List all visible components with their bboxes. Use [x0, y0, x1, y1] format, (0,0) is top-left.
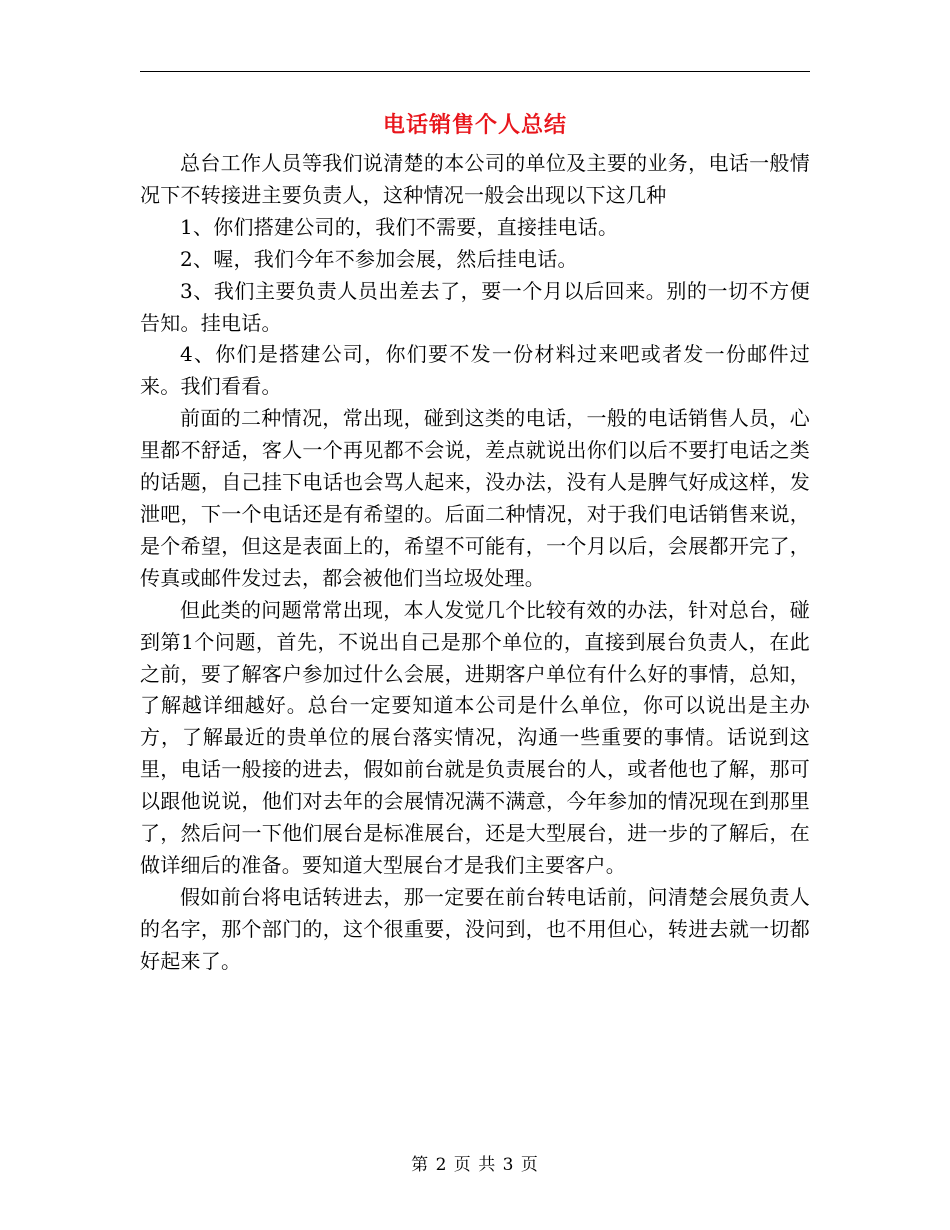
page-number-footer: 第 2 页 共 3 页 — [411, 1155, 539, 1175]
paragraph-6: 前面的二种情况，常出现，碰到这类的电话，一般的电话销售人员，心里都不舒适，客人一个再见都不会说，差点就说出你们以后不要打电话之类的话题，自己挂下电话也会骂人起来，没办法，没有人是脾气好成这样，发泄吧，下一个电话还是有希望的。后面二种情况，对于我们电话销售来说，是个希望，但这是表面上的，希望不可能有，一个月以后，会展都开完了，传真或邮件发过去，都会被他们当垃圾处理。 — [140, 406, 810, 590]
paragraph-4: 3、我们主要负责人员出差去了，要一个月以后回来。别的一切不方便告知。挂电话。 — [140, 278, 810, 335]
paragraph-7: 但此类的问题常常出现，本人发觉几个比较有效的办法，针对总台，碰到第1个问题，首先，不说出自己是那个单位的，直接到展台负责人，在此之前，要了解客户参加过什么会展，进期客户单位有什么好的事情，总知，了解越详细越好。总台一定要知道本公司是什么单位，你可以说出是主办方，了解最近的贵单位的展台落实情况，沟通一些重要的事情。话说到这里，电话一般接的进去，假如前台就是负责展台的人，或者他也了解，那可以跟他说说，他们对去年的会展情况满不满意，今年参加的情况现在到那里了，然后问一下他们展台是标准展台，还是大型展台，进一步的了解后，在做详细后的准备。要知道大型展台才是我们主要客户。 — [140, 597, 810, 877]
paragraph-5: 4、你们是搭建公司，你们要不发一份材料过来吧或者发一份邮件过来。我们看看。 — [140, 342, 810, 399]
paragraph-8: 假如前台将电话转进去，那一定要在前台转电话前，问清楚会展负责人的名字，那个部门的，这个很重要，没问到，也不用但心，转进去就一切都好起来了。 — [140, 884, 810, 973]
header-rule — [140, 71, 810, 72]
document-body — [140, 148, 810, 978]
paragraph-2: 1、你们搭建公司的，我们不需要，直接挂电话。 — [180, 214, 619, 239]
paragraph-1: 总台工作人员等我们说清楚的本公司的单位及主要的业务，电话一般情况下不转接进主要负责人，这种情况一般会出现以下这几种 — [140, 151, 810, 207]
document-title: 电话销售个人总结 — [382, 112, 567, 138]
paragraph-3: 2、喔，我们今年不参加会展，然后挂电话。 — [180, 246, 578, 271]
